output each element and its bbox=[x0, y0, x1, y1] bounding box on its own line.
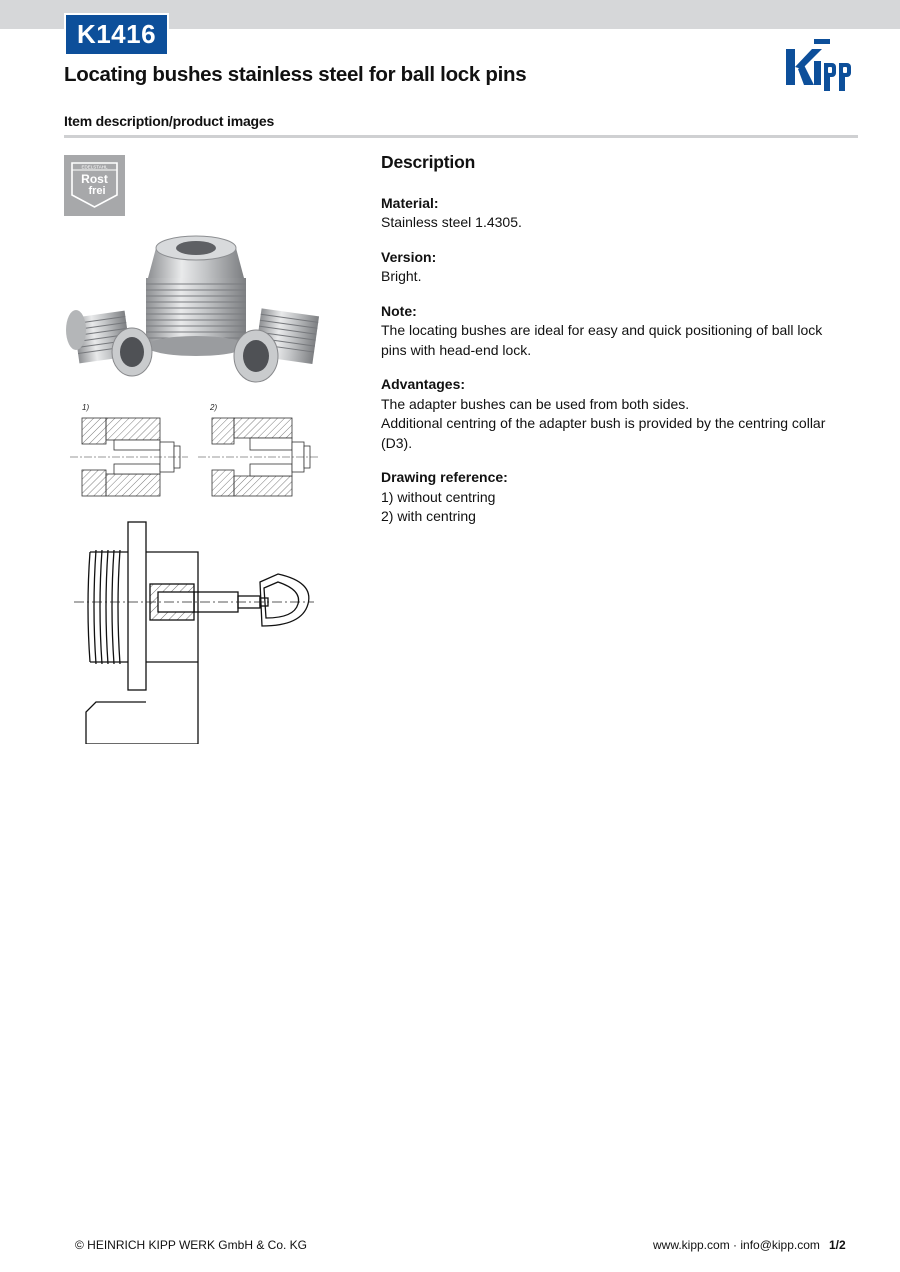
bush-small-left bbox=[66, 310, 152, 376]
drawing-reference-line-1: 1) without centring bbox=[381, 488, 496, 505]
description-heading: Description bbox=[381, 152, 476, 172]
note-block bbox=[381, 302, 851, 361]
kipp-logo bbox=[784, 37, 858, 93]
drawing-variant-1 bbox=[70, 418, 188, 496]
note-text: The locating bushes are ideal for easy and quick positioning of ball lock pins with head-end lock. bbox=[381, 322, 823, 358]
drawing-assembly bbox=[64, 512, 322, 744]
description-panel bbox=[381, 153, 851, 542]
badge-line1: EDELSTAHL bbox=[81, 164, 108, 170]
product-photo bbox=[64, 230, 334, 390]
badge-line3: frei bbox=[88, 185, 106, 197]
badge-line2: Rost bbox=[81, 172, 108, 186]
section-divider bbox=[64, 135, 858, 138]
version-text: Bright. bbox=[381, 268, 422, 284]
footer-copyright: © HEINRICH KIPP WERK GmbH & Co. KG bbox=[75, 1238, 307, 1252]
drawing-reference-block bbox=[381, 468, 851, 527]
drawing-label-2: 2) bbox=[210, 403, 218, 412]
footer-contact[interactable]: www.kipp.com · info@kipp.com bbox=[653, 1238, 820, 1252]
stainless-badge-icon bbox=[64, 155, 125, 216]
footer-page-number: 1/2 bbox=[829, 1238, 846, 1252]
bush-large bbox=[146, 236, 246, 356]
advantages-line-1: The adapter bushes can be used from both sides. bbox=[381, 395, 690, 412]
stainless-badge bbox=[64, 155, 125, 216]
material-text: Stainless steel 1.4305. bbox=[381, 214, 522, 230]
bush-small-right bbox=[234, 308, 319, 382]
material-label: Material: bbox=[381, 194, 439, 211]
page-title: Locating bushes stainless steel for ball lock pins bbox=[64, 63, 527, 86]
version-label: Version: bbox=[381, 248, 437, 265]
advantages-line-2: Additional centring of the adapter bush is provided by the centring collar (D3). bbox=[381, 415, 826, 451]
drawing-variants bbox=[64, 398, 324, 504]
section-heading: Item description/product images bbox=[64, 113, 275, 129]
drawing-variant-2 bbox=[198, 418, 318, 496]
advantages-label: Advantages: bbox=[381, 376, 466, 392]
drawing-label-1: 1) bbox=[82, 403, 90, 412]
advantages-block bbox=[381, 375, 851, 453]
material-block bbox=[381, 194, 851, 233]
product-code-badge: K1416 bbox=[64, 13, 169, 56]
drawing-reference-line-2: 2) with centring bbox=[381, 508, 476, 524]
drawing-reference-label: Drawing reference: bbox=[381, 469, 508, 485]
note-label: Note: bbox=[381, 302, 417, 319]
version-block bbox=[381, 248, 851, 287]
